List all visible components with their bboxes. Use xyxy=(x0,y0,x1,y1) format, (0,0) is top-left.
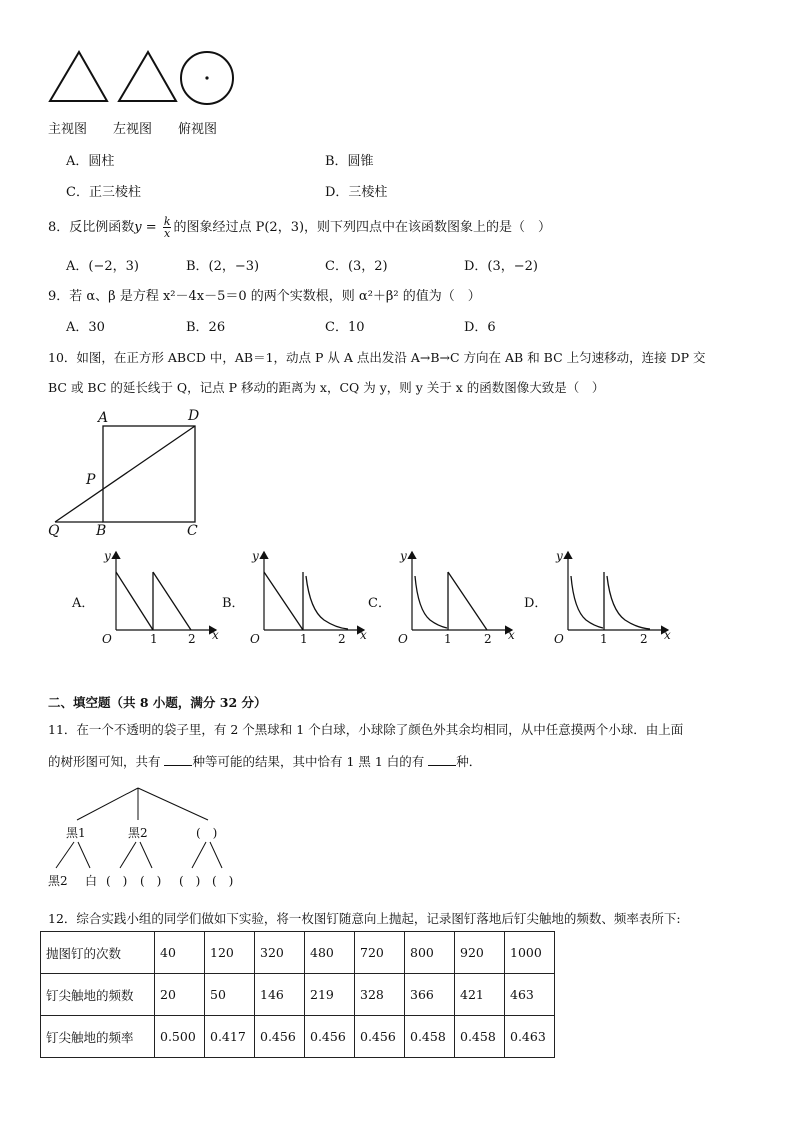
table-cell: 0.456 xyxy=(305,1016,355,1058)
graph-option-c-label[interactable]: C． xyxy=(368,596,391,611)
table-cell: 146 xyxy=(255,974,305,1016)
graph-option-b-label[interactable]: B． xyxy=(222,596,245,611)
q8-func-y: y xyxy=(134,220,142,235)
tree-node-blank-1[interactable]: ( ) xyxy=(196,826,218,840)
q9-question: 9．若 α、β 是方程 x²－4x－5＝0 的两个实数根，则 α²＋β² 的值为（ ） xyxy=(48,289,481,304)
table-cell: 320 xyxy=(255,932,305,974)
graph-c-origin: O xyxy=(398,632,408,646)
q8-option-a[interactable]: A．(−2，3) xyxy=(66,259,139,274)
label-c: C xyxy=(187,523,198,539)
left-view-label: 左视图 xyxy=(113,122,153,137)
graph-c-tick-2: 2 xyxy=(484,632,492,646)
table-row-header: 钉尖触地的频数 xyxy=(41,974,155,1016)
tree-leaf-4[interactable]: ( ) xyxy=(140,874,162,888)
graph-b-x-label: x xyxy=(360,628,367,642)
graph-a-tick-1: 1 xyxy=(150,632,158,646)
front-view-triangle xyxy=(48,50,110,104)
q9-option-c[interactable]: C．10 xyxy=(325,320,365,335)
q9-option-a[interactable]: A．30 xyxy=(66,320,105,335)
label-d: D xyxy=(188,408,200,424)
q9-option-d[interactable]: D．6 xyxy=(464,320,496,335)
graph-d-tick-2: 2 xyxy=(640,632,648,646)
graph-c-y-label: y xyxy=(400,549,407,563)
tree-leaf-5[interactable]: ( ) xyxy=(179,874,201,888)
graph-b-tick-1: 1 xyxy=(300,632,308,646)
top-view-circle xyxy=(178,49,236,107)
q8-func-den: x xyxy=(164,227,171,240)
tree-leaf-6[interactable]: ( ) xyxy=(212,874,234,888)
q8-question xyxy=(48,216,551,239)
table-cell: 800 xyxy=(405,932,455,974)
table-row-header: 钉尖触地的频率 xyxy=(41,1016,155,1058)
label-q: Q xyxy=(48,523,60,539)
graph-a-y-label: y xyxy=(104,549,111,563)
label-p: P xyxy=(86,472,96,488)
table-row xyxy=(41,1016,555,1058)
q11-question-line1: 11．在一个不透明的袋子里，有 2 个黑球和 1 个白球，小球除了颜色外其余均相同，从中任意摸两个小球．由上面 xyxy=(48,722,684,737)
q11-blank-total[interactable] xyxy=(164,753,192,766)
graph-a-origin: O xyxy=(102,632,112,646)
table-cell: 0.458 xyxy=(455,1016,505,1058)
q8-option-b[interactable]: B．(2，−3) xyxy=(186,259,260,274)
table-row xyxy=(41,974,555,1016)
table-row xyxy=(41,932,555,974)
tree-node-black1: 黑1 xyxy=(66,826,86,840)
graph-d-tick-1: 1 xyxy=(600,632,608,646)
table-cell: 0.500 xyxy=(155,1016,205,1058)
table-row-header: 抛图钉的次数 xyxy=(41,932,155,974)
q9-option-b[interactable]: B．26 xyxy=(186,320,226,335)
table-cell: 50 xyxy=(205,974,255,1016)
q10-question-line1: 10．如图，在正方形 ABCD 中，AB＝1，动点 P 从 A 点出发沿 A→B→C 方向在 AB 和 BC 上匀速移动，连接 DP 交 xyxy=(48,350,706,365)
q7-option-b[interactable]: B．圆锥 xyxy=(325,154,374,169)
q12-question: 12．综合实践小组的同学们做如下实验，将一枚图钉随意向上抛起，记录图钉落地后钉尖触地的频数、频率表所下: xyxy=(48,911,681,926)
label-a: A xyxy=(98,410,109,426)
table-cell: 219 xyxy=(305,974,355,1016)
table-cell: 20 xyxy=(155,974,205,1016)
graph-d[interactable] xyxy=(548,548,670,646)
table-cell: 366 xyxy=(405,974,455,1016)
graph-option-a-label[interactable]: A． xyxy=(72,596,95,611)
table-cell: 920 xyxy=(455,932,505,974)
top-view-label: 俯视图 xyxy=(178,122,218,137)
tree-leaf-3[interactable]: ( ) xyxy=(106,874,128,888)
graph-d-origin: O xyxy=(554,632,564,646)
table-cell: 328 xyxy=(355,974,405,1016)
q8-func-eq: = xyxy=(141,220,161,235)
table-cell: 120 xyxy=(205,932,255,974)
graph-c[interactable] xyxy=(392,548,514,646)
q11-blank-one-black-one-white[interactable] xyxy=(428,753,456,766)
q8-fraction xyxy=(163,216,172,239)
tree-leaf-2: 白 xyxy=(85,874,98,888)
q8-option-c[interactable]: C．(3，2) xyxy=(325,259,388,274)
graph-d-y-label: y xyxy=(556,549,563,563)
table-cell: 720 xyxy=(355,932,405,974)
table-cell: 0.417 xyxy=(205,1016,255,1058)
table-cell: 40 xyxy=(155,932,205,974)
q11-line2c: 种． xyxy=(456,754,482,769)
graph-b-y-label: y xyxy=(252,549,259,563)
tree-leaf-1: 黑2 xyxy=(48,874,68,888)
graph-option-d-label[interactable]: D． xyxy=(524,596,548,611)
graph-b-origin: O xyxy=(250,632,260,646)
q8-option-d[interactable]: D．(3，−2) xyxy=(464,259,539,274)
q7-option-c[interactable]: C．正三棱柱 xyxy=(66,185,141,200)
graph-c-tick-1: 1 xyxy=(444,632,452,646)
table-cell: 0.456 xyxy=(355,1016,405,1058)
table-cell: 480 xyxy=(305,932,355,974)
q11-line2a: 的树形图可知，共有 xyxy=(48,754,165,769)
section-title: 二、填空题（共 8 小题，满分 32 分） xyxy=(48,695,267,710)
graph-b-tick-2: 2 xyxy=(338,632,346,646)
graph-c-x-label: x xyxy=(508,628,515,642)
table-cell: 0.456 xyxy=(255,1016,305,1058)
left-view-triangle xyxy=(117,50,179,104)
q7-option-a[interactable]: A．圆柱 xyxy=(66,154,115,169)
q8-func-num: k xyxy=(163,215,171,228)
frequency-table xyxy=(40,931,555,1058)
q8-prefix: 8．反比例函数 xyxy=(48,220,135,235)
table-cell: 1000 xyxy=(505,932,555,974)
q11-question-line2 xyxy=(48,752,481,770)
table-cell: 421 xyxy=(455,974,505,1016)
front-view-label: 主视图 xyxy=(48,122,88,137)
q11-line2b: 种等可能的结果，其中恰有 1 黑 1 白的有 xyxy=(192,754,429,769)
q10-question-line2: BC 或 BC 的延长线于 Q，记点 P 移动的距离为 x，CQ 为 y，则 y 关于 x 的函数图像大致是（ ） xyxy=(48,380,605,395)
q8-suffix: 的图象经过点 P(2，3)，则下列四点中在该函数图象上的是（ ） xyxy=(173,220,552,235)
table-cell: 0.458 xyxy=(405,1016,455,1058)
graph-a-tick-2: 2 xyxy=(188,632,196,646)
label-b: B xyxy=(96,523,107,539)
q7-option-d[interactable]: D．三棱柱 xyxy=(325,185,388,200)
table-cell: 463 xyxy=(505,974,555,1016)
tree-node-black2: 黑2 xyxy=(128,826,148,840)
q10-square-figure xyxy=(45,405,215,540)
graph-a-x-label: x xyxy=(212,628,219,642)
table-cell: 0.463 xyxy=(505,1016,555,1058)
graph-d-x-label: x xyxy=(664,628,671,642)
